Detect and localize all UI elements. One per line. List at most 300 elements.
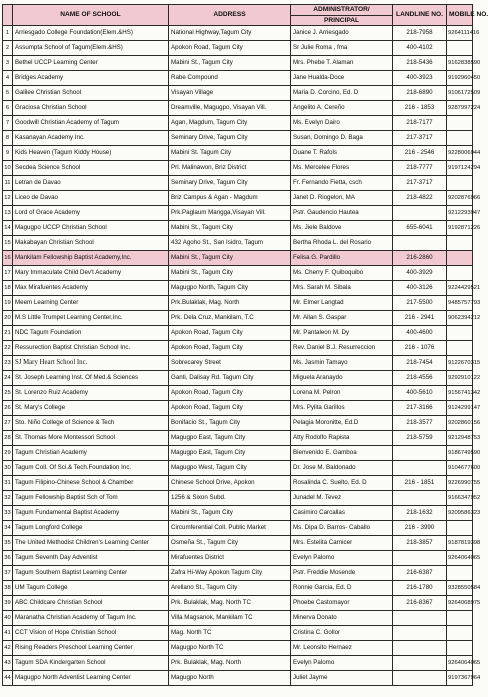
cell-admin: Duane T. Rafols bbox=[291, 146, 393, 161]
cell-address: Bonifacio St., Tagum City bbox=[169, 416, 291, 431]
cell-name: Tagum Seventh Day Adventist bbox=[13, 551, 169, 566]
cell-no: 32 bbox=[3, 491, 13, 506]
table-row bbox=[3, 311, 473, 326]
cell-name: Liceo de Davao bbox=[13, 191, 169, 206]
cell-mobile: 9292910122 bbox=[447, 371, 473, 386]
table-row bbox=[3, 56, 473, 71]
school-directory-sheet bbox=[2, 4, 488, 686]
cell-admin: Rev. Daniel B.J. Resurreccion bbox=[291, 341, 393, 356]
cell-admin: Mr. Elmer Langtad bbox=[291, 296, 393, 311]
cell-landline bbox=[393, 671, 447, 686]
table-row bbox=[3, 596, 473, 611]
cell-admin: Janet D. Riogelon, MA bbox=[291, 191, 393, 206]
cell-mobile: 9197124294 bbox=[447, 161, 473, 176]
table-row bbox=[3, 461, 473, 476]
cell-address: Apokon Road, Tagum City bbox=[169, 386, 291, 401]
cell-mobile: 9485757793 bbox=[447, 296, 473, 311]
cell-landline: 216-1780 bbox=[393, 581, 447, 596]
cell-address: Prk. Bulaklak, Mag. North TC bbox=[169, 596, 291, 611]
cell-name: St. Thomas More Montessori School bbox=[13, 431, 169, 446]
table-row bbox=[3, 371, 473, 386]
cell-name: Meem Learning Center bbox=[13, 296, 169, 311]
header-address: ADDRESS bbox=[169, 5, 291, 26]
cell-mobile bbox=[447, 131, 473, 146]
cell-admin: Ms. Dipa D. Barros- Caballo bbox=[291, 521, 393, 536]
cell-admin: Fr. Fernando Fietta, csch bbox=[291, 176, 393, 191]
cell-mobile bbox=[447, 626, 473, 641]
cell-landline: 218-4822 bbox=[393, 191, 447, 206]
cell-landline: 217-5500 bbox=[393, 296, 447, 311]
cell-name: Tagum Coll. Of Sci.& Tech.Foundation Inc. bbox=[13, 461, 169, 476]
cell-landline: 400-3929 bbox=[393, 266, 447, 281]
cell-no: 43 bbox=[3, 656, 13, 671]
cell-address: Mabini St., Tagum City bbox=[169, 221, 291, 236]
cell-landline: 216 - 3990 bbox=[393, 521, 447, 536]
cell-mobile: 9187819398 bbox=[447, 536, 473, 551]
cell-mobile: 9226990755 bbox=[447, 476, 473, 491]
table-row bbox=[3, 506, 473, 521]
cell-landline: 216-6387 bbox=[393, 566, 447, 581]
cell-mobile: 9287997224 bbox=[447, 101, 473, 116]
cell-landline: 218-1632 bbox=[393, 506, 447, 521]
table-row bbox=[3, 131, 473, 146]
cell-name: Magugpo UCCP Christian School bbox=[13, 221, 169, 236]
table-row bbox=[3, 626, 473, 641]
cell-mobile bbox=[447, 341, 473, 356]
cell-no: 4 bbox=[3, 71, 13, 86]
cell-no: 16 bbox=[3, 251, 13, 266]
cell-admin: Mrs. Estelita Carnicer bbox=[291, 536, 393, 551]
cell-mobile bbox=[447, 266, 473, 281]
cell-no: 42 bbox=[3, 641, 13, 656]
cell-admin: Cristina C. Gollor bbox=[291, 626, 393, 641]
cell-admin: Evelyn Palomo bbox=[291, 656, 393, 671]
cell-landline: 400-3923 bbox=[393, 71, 447, 86]
cell-landline bbox=[393, 491, 447, 506]
cell-name: Kids Heaven (Tagum Kiddy House) bbox=[13, 146, 169, 161]
cell-address: Dreamville, Magugpo, Visayan Vill. bbox=[169, 101, 291, 116]
cell-name: CCT Vision of Hope Christian School bbox=[13, 626, 169, 641]
cell-no: 10 bbox=[3, 161, 13, 176]
cell-address: Osmeña St., Tagum City bbox=[169, 536, 291, 551]
cell-address: Prl. Malinawon, Briz District bbox=[169, 161, 291, 176]
cell-address: Magugpo North TC bbox=[169, 641, 291, 656]
cell-admin: Mrs. Phebe T. Alaman bbox=[291, 56, 393, 71]
cell-landline bbox=[393, 656, 447, 671]
table-row bbox=[3, 386, 473, 401]
cell-mobile: 9209586323 bbox=[447, 506, 473, 521]
cell-mobile: 9212293947 bbox=[447, 206, 473, 221]
cell-no: 39 bbox=[3, 596, 13, 611]
cell-admin: Mr. Allan S. Gaspar bbox=[291, 311, 393, 326]
table-row bbox=[3, 101, 473, 116]
cell-landline bbox=[393, 626, 447, 641]
cell-admin: Atty Rodolfo Rapista bbox=[291, 431, 393, 446]
cell-admin: Rosalinda C. Suelto, Ed. D bbox=[291, 476, 393, 491]
cell-address: Seminary Drive, Tagum City bbox=[169, 176, 291, 191]
cell-address: Zafra Hi-Way Apokon Tagum City bbox=[169, 566, 291, 581]
cell-no: 23 bbox=[3, 356, 13, 371]
cell-admin: Pelagia Moronitte, Ed.D bbox=[291, 416, 393, 431]
cell-landline bbox=[393, 236, 447, 251]
cell-admin: Jane Hualda-Doce bbox=[291, 71, 393, 86]
cell-landline: 218-4556 bbox=[393, 371, 447, 386]
cell-landline: 217-3166 bbox=[393, 401, 447, 416]
cell-address: Chinese School Drive, Apokon bbox=[169, 476, 291, 491]
cell-no: 9 bbox=[3, 146, 13, 161]
cell-name: Bridges Academy bbox=[13, 71, 169, 86]
cell-mobile: 9264064065 bbox=[447, 656, 473, 671]
header-landline: LANDLINE NO. bbox=[393, 5, 447, 26]
cell-landline bbox=[393, 641, 447, 656]
table-row bbox=[3, 671, 473, 686]
cell-address: Arellano St., Tagum City bbox=[169, 581, 291, 596]
cell-admin: Mrs. Pylita Garillos bbox=[291, 401, 393, 416]
table-row bbox=[3, 566, 473, 581]
cell-no: 28 bbox=[3, 431, 13, 446]
cell-address: Prk. Dela Cruz, Mankilam, T.C bbox=[169, 311, 291, 326]
cell-no: 5 bbox=[3, 86, 13, 101]
cell-name: Galilee Christian School bbox=[13, 86, 169, 101]
cell-no: 24 bbox=[3, 371, 13, 386]
cell-no: 1 bbox=[3, 26, 13, 41]
cell-address: Magugpo North, Tagum City bbox=[169, 281, 291, 296]
table-row bbox=[3, 116, 473, 131]
cell-mobile: 9202876966 bbox=[447, 191, 473, 206]
cell-landline: 218-7177 bbox=[393, 116, 447, 131]
cell-mobile: 9228006944 bbox=[447, 146, 473, 161]
cell-admin: Ms. Cherry F. Quiboquibo bbox=[291, 266, 393, 281]
cell-landline: 400-4600 bbox=[393, 326, 447, 341]
cell-no: 19 bbox=[3, 296, 13, 311]
cell-address: Mirafuentes District bbox=[169, 551, 291, 566]
cell-name: Max Mirafuentes Academy bbox=[13, 281, 169, 296]
cell-no: 44 bbox=[3, 671, 13, 686]
table-row bbox=[3, 521, 473, 536]
cell-no: 31 bbox=[3, 476, 13, 491]
cell-name: Bethel UCCP Learning Center bbox=[13, 56, 169, 71]
cell-no: 3 bbox=[3, 56, 13, 71]
cell-name: The United Methodist Children's Learning Center bbox=[13, 536, 169, 551]
cell-mobile bbox=[447, 41, 473, 56]
cell-admin: Maria D. Corcino, Ed. D bbox=[291, 86, 393, 101]
cell-mobile: 9264068975 bbox=[447, 596, 473, 611]
cell-name: Lord of Grace Academy bbox=[13, 206, 169, 221]
table-row bbox=[3, 206, 473, 221]
table-row bbox=[3, 536, 473, 551]
cell-mobile: 9224429521 bbox=[447, 281, 473, 296]
cell-address: Mabini St., Tagum City bbox=[169, 266, 291, 281]
cell-address: Mag. North TC bbox=[169, 626, 291, 641]
cell-landline: 218-5759 bbox=[393, 431, 447, 446]
cell-admin: Ms. Mercelee Flores bbox=[291, 161, 393, 176]
cell-address: Mabini St., Tagum City bbox=[169, 56, 291, 71]
cell-address: 432 Agoho St., San Isidro, Tagum bbox=[169, 236, 291, 251]
cell-no: 35 bbox=[3, 536, 13, 551]
cell-landline bbox=[393, 206, 447, 221]
cell-name: Tagum Southern Baptist Learning Center bbox=[13, 566, 169, 581]
cell-address: Mabini St., Tagum City bbox=[169, 506, 291, 521]
cell-admin: Ms. Evelyn Dairo bbox=[291, 116, 393, 131]
cell-no: 14 bbox=[3, 221, 13, 236]
cell-landline: 217-3717 bbox=[393, 131, 447, 146]
table-row bbox=[3, 191, 473, 206]
cell-no: 25 bbox=[3, 386, 13, 401]
cell-landline bbox=[393, 461, 447, 476]
cell-mobile bbox=[447, 116, 473, 131]
cell-mobile: 9202860156 bbox=[447, 416, 473, 431]
cell-landline: 218-7958 bbox=[393, 26, 447, 41]
cell-landline: 400-5610 bbox=[393, 386, 447, 401]
cell-name: Makabayan Christian School bbox=[13, 236, 169, 251]
cell-admin: Janice J. Arriesgado bbox=[291, 26, 393, 41]
cell-mobile: 9264064065 bbox=[447, 551, 473, 566]
cell-no: 11 bbox=[3, 176, 13, 191]
table-row bbox=[3, 431, 473, 446]
cell-name: Magugpo North Adventist Learning Center bbox=[13, 671, 169, 686]
cell-no: 29 bbox=[3, 446, 13, 461]
cell-no: 8 bbox=[3, 131, 13, 146]
cell-name: Tagum Christian Academy bbox=[13, 446, 169, 461]
cell-address: National Highway,Tagum City bbox=[169, 26, 291, 41]
cell-landline: 216 - 2941 bbox=[393, 311, 447, 326]
cell-landline: 218-7454 bbox=[393, 356, 447, 371]
cell-address: Visayan Village bbox=[169, 86, 291, 101]
table-row bbox=[3, 641, 473, 656]
cell-no: 38 bbox=[3, 581, 13, 596]
cell-no: 12 bbox=[3, 191, 13, 206]
cell-mobile: 9197367964 bbox=[447, 671, 473, 686]
cell-name: Maranatha Christian Academy of Tagum Inc. bbox=[13, 611, 169, 626]
cell-address: Magugpo East, Tagum City bbox=[169, 431, 291, 446]
cell-address: Briz Campus & Agan - Magdum bbox=[169, 191, 291, 206]
cell-no: 36 bbox=[3, 551, 13, 566]
cell-admin: Juliet Jayme bbox=[291, 671, 393, 686]
cell-name: St. Lorenzo Ruiz Academy bbox=[13, 386, 169, 401]
cell-landline: 218-3857 bbox=[393, 536, 447, 551]
cell-no: 17 bbox=[3, 266, 13, 281]
cell-address: Prk.Bulaklak, Mag. North bbox=[169, 296, 291, 311]
cell-landline: 216 - 1076 bbox=[393, 341, 447, 356]
header-name-of-school: NAME OF SCHOOL bbox=[13, 5, 169, 26]
cell-landline: 216 - 2546 bbox=[393, 146, 447, 161]
cell-admin: Bienvenido E. Gamboa bbox=[291, 446, 393, 461]
cell-landline: 216 - 1853 bbox=[393, 101, 447, 116]
cell-mobile bbox=[447, 521, 473, 536]
cell-admin: Pstr. Freddie Mosende bbox=[291, 566, 393, 581]
cell-no: 15 bbox=[3, 236, 13, 251]
cell-admin: Miguela Aranaydo bbox=[291, 371, 393, 386]
cell-name: Secdea Science School bbox=[13, 161, 169, 176]
table-row bbox=[3, 281, 473, 296]
table-row bbox=[3, 446, 473, 461]
cell-admin: Bertha Rhoda L. del Rosario bbox=[291, 236, 393, 251]
cell-mobile: 9156741342 bbox=[447, 386, 473, 401]
table-row bbox=[3, 26, 473, 41]
cell-mobile: 9192871226 bbox=[447, 221, 473, 236]
cell-admin: Mr. Pantaleon M. Dy bbox=[291, 326, 393, 341]
cell-address: Magugpo East, Tagum City bbox=[169, 446, 291, 461]
cell-name: St. Joseph Learning Inst. Of Med.& Sciences bbox=[13, 371, 169, 386]
cell-mobile: 9122670315 bbox=[447, 356, 473, 371]
cell-address: Prk.Paglaum Mangga,Visayan Vill. bbox=[169, 206, 291, 221]
cell-name: Sto. Niño College of Science & Tech bbox=[13, 416, 169, 431]
cell-landline bbox=[393, 611, 447, 626]
table-row bbox=[3, 71, 473, 86]
cell-mobile bbox=[447, 326, 473, 341]
cell-mobile: 9162838590 bbox=[447, 56, 473, 71]
cell-landline: 216 - 1851 bbox=[393, 476, 447, 491]
cell-address: Mabini St. Tagum City bbox=[169, 146, 291, 161]
cell-mobile: 9186749590 bbox=[447, 446, 473, 461]
cell-mobile: 9104677600 bbox=[447, 461, 473, 476]
cell-address: Magugpo North bbox=[169, 671, 291, 686]
table-row bbox=[3, 476, 473, 491]
cell-admin: Felisa G. Pardillo bbox=[291, 251, 393, 266]
cell-admin: Junadel M. Tevez bbox=[291, 491, 393, 506]
cell-address: Apokon Road, Tagum City bbox=[169, 341, 291, 356]
cell-name: Tagum Fellowship Baptist Sch of Tom bbox=[13, 491, 169, 506]
cell-no: 22 bbox=[3, 341, 13, 356]
cell-name: St. Mary's College bbox=[13, 401, 169, 416]
cell-name: Tagum Fundamental Baptist Academy bbox=[13, 506, 169, 521]
cell-mobile bbox=[447, 566, 473, 581]
table-row bbox=[3, 326, 473, 341]
cell-admin: Ms. Jiele Baldove bbox=[291, 221, 393, 236]
table-row bbox=[3, 266, 473, 281]
header-no-cell bbox=[3, 5, 13, 26]
cell-landline bbox=[393, 446, 447, 461]
cell-admin: Phoebe Castomayor bbox=[291, 596, 393, 611]
cell-mobile bbox=[447, 176, 473, 191]
table-body bbox=[3, 26, 481, 686]
table-row bbox=[3, 251, 473, 266]
cell-landline: 400-4102 bbox=[393, 41, 447, 56]
cell-address: Rabe Compound bbox=[169, 71, 291, 86]
cell-landline: 216-8367 bbox=[393, 596, 447, 611]
cell-name: Mankilam Fellowship Baptist Academy,Inc. bbox=[13, 251, 169, 266]
cell-landline: 400-3126 bbox=[393, 281, 447, 296]
table-row bbox=[3, 161, 473, 176]
cell-admin: Casimiro Carcallas bbox=[291, 506, 393, 521]
cell-mobile bbox=[447, 251, 473, 266]
table-row bbox=[3, 176, 473, 191]
cell-admin: Susan, Domingo D. Baga bbox=[291, 131, 393, 146]
cell-landline: 218-6890 bbox=[393, 86, 447, 101]
cell-no: 7 bbox=[3, 116, 13, 131]
cell-mobile: 9124299147 bbox=[447, 401, 473, 416]
table-row bbox=[3, 611, 473, 626]
table-row bbox=[3, 356, 473, 371]
table-row bbox=[3, 491, 473, 506]
cell-address: Prk. Bulaklak, Mag. North bbox=[169, 656, 291, 671]
cell-landline: 218-3577 bbox=[393, 416, 447, 431]
cell-mobile: 9106172509 bbox=[447, 86, 473, 101]
table-row bbox=[3, 296, 473, 311]
cell-no: 26 bbox=[3, 401, 13, 416]
cell-name: Kasanayan Academy Inc. bbox=[13, 131, 169, 146]
table-row bbox=[3, 581, 473, 596]
cell-name: Arriesgado College Foundation(Elem.&HS) bbox=[13, 26, 169, 41]
cell-address: Ganti, Dalisay Rd. Tagum City bbox=[169, 371, 291, 386]
cell-admin: Mr. Leonsito Hernaez bbox=[291, 641, 393, 656]
table-row bbox=[3, 656, 473, 671]
cell-name: M.S Little Trumpet Learning Center,Inc. bbox=[13, 311, 169, 326]
cell-mobile: 9062394212 bbox=[447, 311, 473, 326]
cell-no: 40 bbox=[3, 611, 13, 626]
cell-no: 37 bbox=[3, 566, 13, 581]
cell-address: Mabini St., Tagum City bbox=[169, 251, 291, 266]
cell-admin: Dr. Jose M. Baldonado bbox=[291, 461, 393, 476]
cell-name: Graciosa Christian School bbox=[13, 101, 169, 116]
cell-name: ABC Childcare Christian School bbox=[13, 596, 169, 611]
table-row bbox=[3, 401, 473, 416]
cell-mobile: 9264111416 bbox=[447, 26, 473, 41]
table-row bbox=[3, 41, 473, 56]
cell-address: Sobrecarey Street bbox=[169, 356, 291, 371]
school-directory-table bbox=[2, 4, 488, 686]
header-mobile: MOBILE NO. bbox=[447, 5, 473, 26]
cell-landline: 216-2860 bbox=[393, 251, 447, 266]
cell-no: 41 bbox=[3, 626, 13, 641]
table-row bbox=[3, 551, 473, 566]
cell-mobile: 9328550584 bbox=[447, 581, 473, 596]
cell-address: Magugpo West, Tagum City bbox=[169, 461, 291, 476]
table-header bbox=[3, 5, 488, 26]
cell-name: SJ Mary Heart School Inc. bbox=[13, 356, 169, 371]
cell-name: Letran de Davao bbox=[13, 176, 169, 191]
cell-no: 13 bbox=[3, 206, 13, 221]
cell-address: Circumferential Coll. Public Market bbox=[169, 521, 291, 536]
cell-landline: 218-7777 bbox=[393, 161, 447, 176]
cell-address: Apokon Road, Tagum City bbox=[169, 326, 291, 341]
cell-name: Tagum SDA Kindergarten School bbox=[13, 656, 169, 671]
table-row bbox=[3, 221, 473, 236]
table-row bbox=[3, 236, 473, 251]
cell-address: Seminary Drive, Tagum City bbox=[169, 131, 291, 146]
cell-name: Assumpta School of Tagum(Elem.&HS) bbox=[13, 41, 169, 56]
cell-no: 33 bbox=[3, 506, 13, 521]
cell-name: Mary Immaculate Child Dev't Academy bbox=[13, 266, 169, 281]
cell-name: UM Tagum College bbox=[13, 581, 169, 596]
cell-address: Apokon Road, Tagum City bbox=[169, 41, 291, 56]
cell-no: 6 bbox=[3, 101, 13, 116]
cell-address: Villa Magsanok, Mankilam TC bbox=[169, 611, 291, 626]
cell-mobile: 9212948753 bbox=[447, 431, 473, 446]
cell-address: Apokon Road, Tagum City bbox=[169, 401, 291, 416]
cell-name: Rising Readers Preschool Learning Center bbox=[13, 641, 169, 656]
cell-no: 21 bbox=[3, 326, 13, 341]
cell-admin: Ms. Jasmin Tamayo bbox=[291, 356, 393, 371]
cell-admin: Minerva Donato bbox=[291, 611, 393, 626]
cell-admin: Lorena M. Pelron bbox=[291, 386, 393, 401]
cell-admin: Pstr. Gaudencio Hautea bbox=[291, 206, 393, 221]
cell-name: Ressurection Baptist Christian School Inc. bbox=[13, 341, 169, 356]
header-principal: PRINCIPAL bbox=[291, 16, 393, 26]
cell-landline bbox=[393, 551, 447, 566]
cell-no: 30 bbox=[3, 461, 13, 476]
cell-name: NDC Tagum Foundation bbox=[13, 326, 169, 341]
cell-admin: Ronnie Garcia, Ed. D bbox=[291, 581, 393, 596]
cell-address: Agan, Magdum, Tagum City bbox=[169, 116, 291, 131]
cell-admin: Sr Julie Roma , fma bbox=[291, 41, 393, 56]
table-row bbox=[3, 341, 473, 356]
cell-landline: 217-3717 bbox=[393, 176, 447, 191]
cell-no: 2 bbox=[3, 41, 13, 56]
header-administrator: ADMINISTRATOR/ bbox=[291, 5, 393, 16]
cell-admin: Mrs. Sarah M. Sibala bbox=[291, 281, 393, 296]
cell-mobile bbox=[447, 641, 473, 656]
